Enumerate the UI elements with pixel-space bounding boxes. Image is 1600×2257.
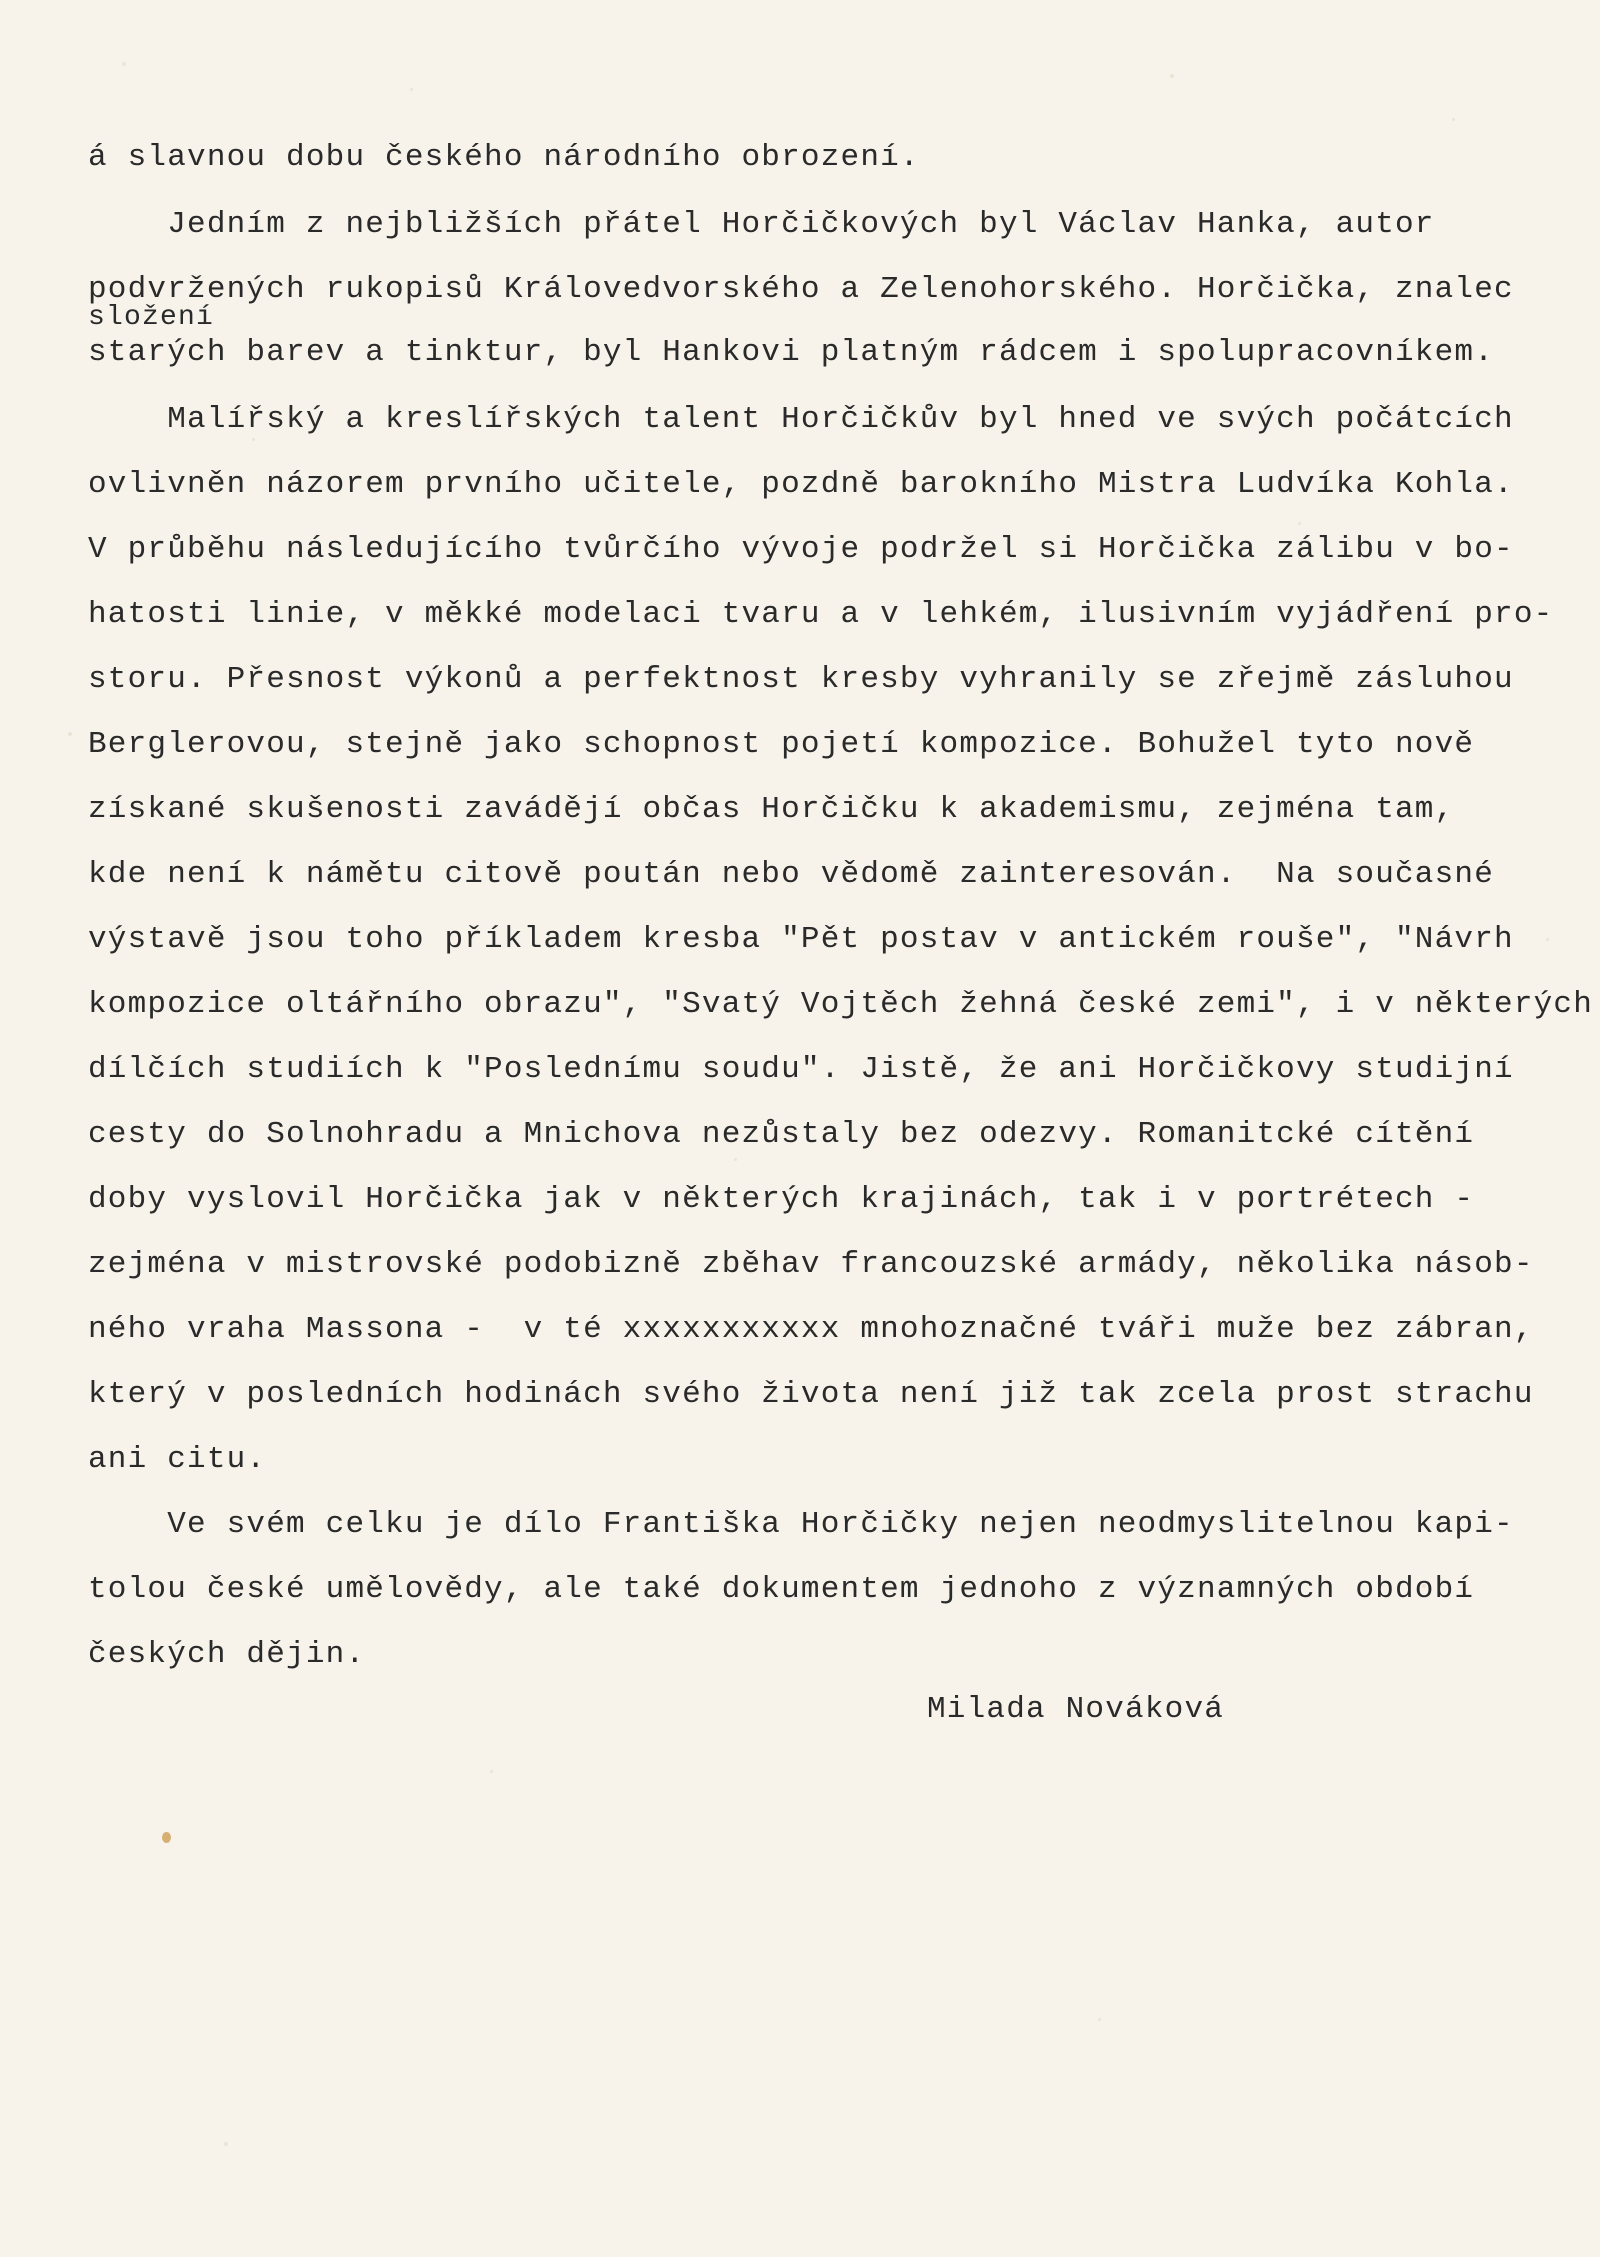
paper-speck <box>1170 74 1174 78</box>
paper-speck <box>68 732 72 736</box>
text-line: dílčích studiích k "Poslednímu soudu". Jistě, že ani Horčičkovy studijní <box>88 1052 1514 1087</box>
text-line: starých barev a tinktur, byl Hankovi platným rádcem i spolupracovníkem. <box>88 335 1495 370</box>
text-line: českých dějin. <box>88 1637 366 1672</box>
text-line: Jedním z nejbližších přátel Horčičkových byl Václav Hanka, autor <box>88 207 1435 242</box>
text-line: Malířský a kreslířských talent Horčičkův byl hned ve svých počátcích <box>88 402 1514 437</box>
paper-speck <box>224 2142 228 2146</box>
text-line: tolou české umělovědy, ale také dokumentem jednoho z významných období <box>88 1572 1475 1607</box>
paper-speck <box>410 88 413 91</box>
text-line: doby vyslovil Horčička jak v některých krajinách, tak i v portrétech - <box>88 1182 1475 1217</box>
text-line-insert: složení <box>88 302 215 333</box>
text-line: který v posledních hodinách svého života není již tak zcela prost strachu <box>88 1377 1534 1412</box>
text-line: získané skušenosti zavádějí občas Horčičku k akademismu, zejména tam, <box>88 792 1455 827</box>
text-line: ného vraha Massona - v té xxxxxxxxxxx mnohoznačné tváři muže bez zábran, <box>88 1312 1534 1347</box>
text-line: Berglerovou, stejně jako schopnost pojetí kompozice. Bohužel tyto nově <box>88 727 1475 762</box>
paper-speck <box>1098 2018 1101 2021</box>
text-line: ani citu. <box>88 1442 267 1477</box>
text-line: kompozice oltářního obrazu", "Svatý Vojtěch žehná české zemi", i v některých <box>88 987 1594 1022</box>
text-line: výstavě jsou toho příkladem kresba "Pět postav v antickém rouše", "Návrh <box>88 922 1514 957</box>
text-line: podvržených rukopisů Královedvorského a Zelenohorského. Horčička, znalec <box>88 272 1514 307</box>
text-line: cesty do Solnohradu a Mnichova nezůstaly bez odezvy. Romanitcké cítění <box>88 1117 1475 1152</box>
paper-speck <box>490 1770 493 1773</box>
typewritten-text <box>88 140 1594 1672</box>
text-line: hatosti linie, v měkké modelaci tvaru a v lehkém, ilusivním vyjádření pro- <box>88 597 1554 632</box>
text-line: V průběhu následujícího tvůrčího vývoje podržel si Horčička zálibu v bo- <box>88 532 1514 567</box>
ink-spot <box>162 1832 171 1843</box>
paper-speck <box>1452 118 1455 121</box>
author-signature: Milada Nováková <box>927 1692 1225 1727</box>
text-line: zejména v mistrovské podobizně zběhav francouzské armády, několika násob- <box>88 1247 1534 1282</box>
text-line: á slavnou dobu českého národního obrození. <box>88 140 920 175</box>
paper-speck <box>734 1158 737 1161</box>
paper-speck <box>122 62 126 66</box>
text-line: storu. Přesnost výkonů a perfektnost kresby vyhranily se zřejmě zásluhou <box>88 662 1514 697</box>
text-line: ovlivněn názorem prvního učitele, pozdně barokního Mistra Ludvíka Kohla. <box>88 467 1514 502</box>
text-line: kde není k námětu citově poután nebo vědomě zainteresován. Na současné <box>88 857 1495 892</box>
text-line: Ve svém celku je dílo Františka Horčičky nejen neodmyslitelnou kapi- <box>88 1507 1514 1542</box>
